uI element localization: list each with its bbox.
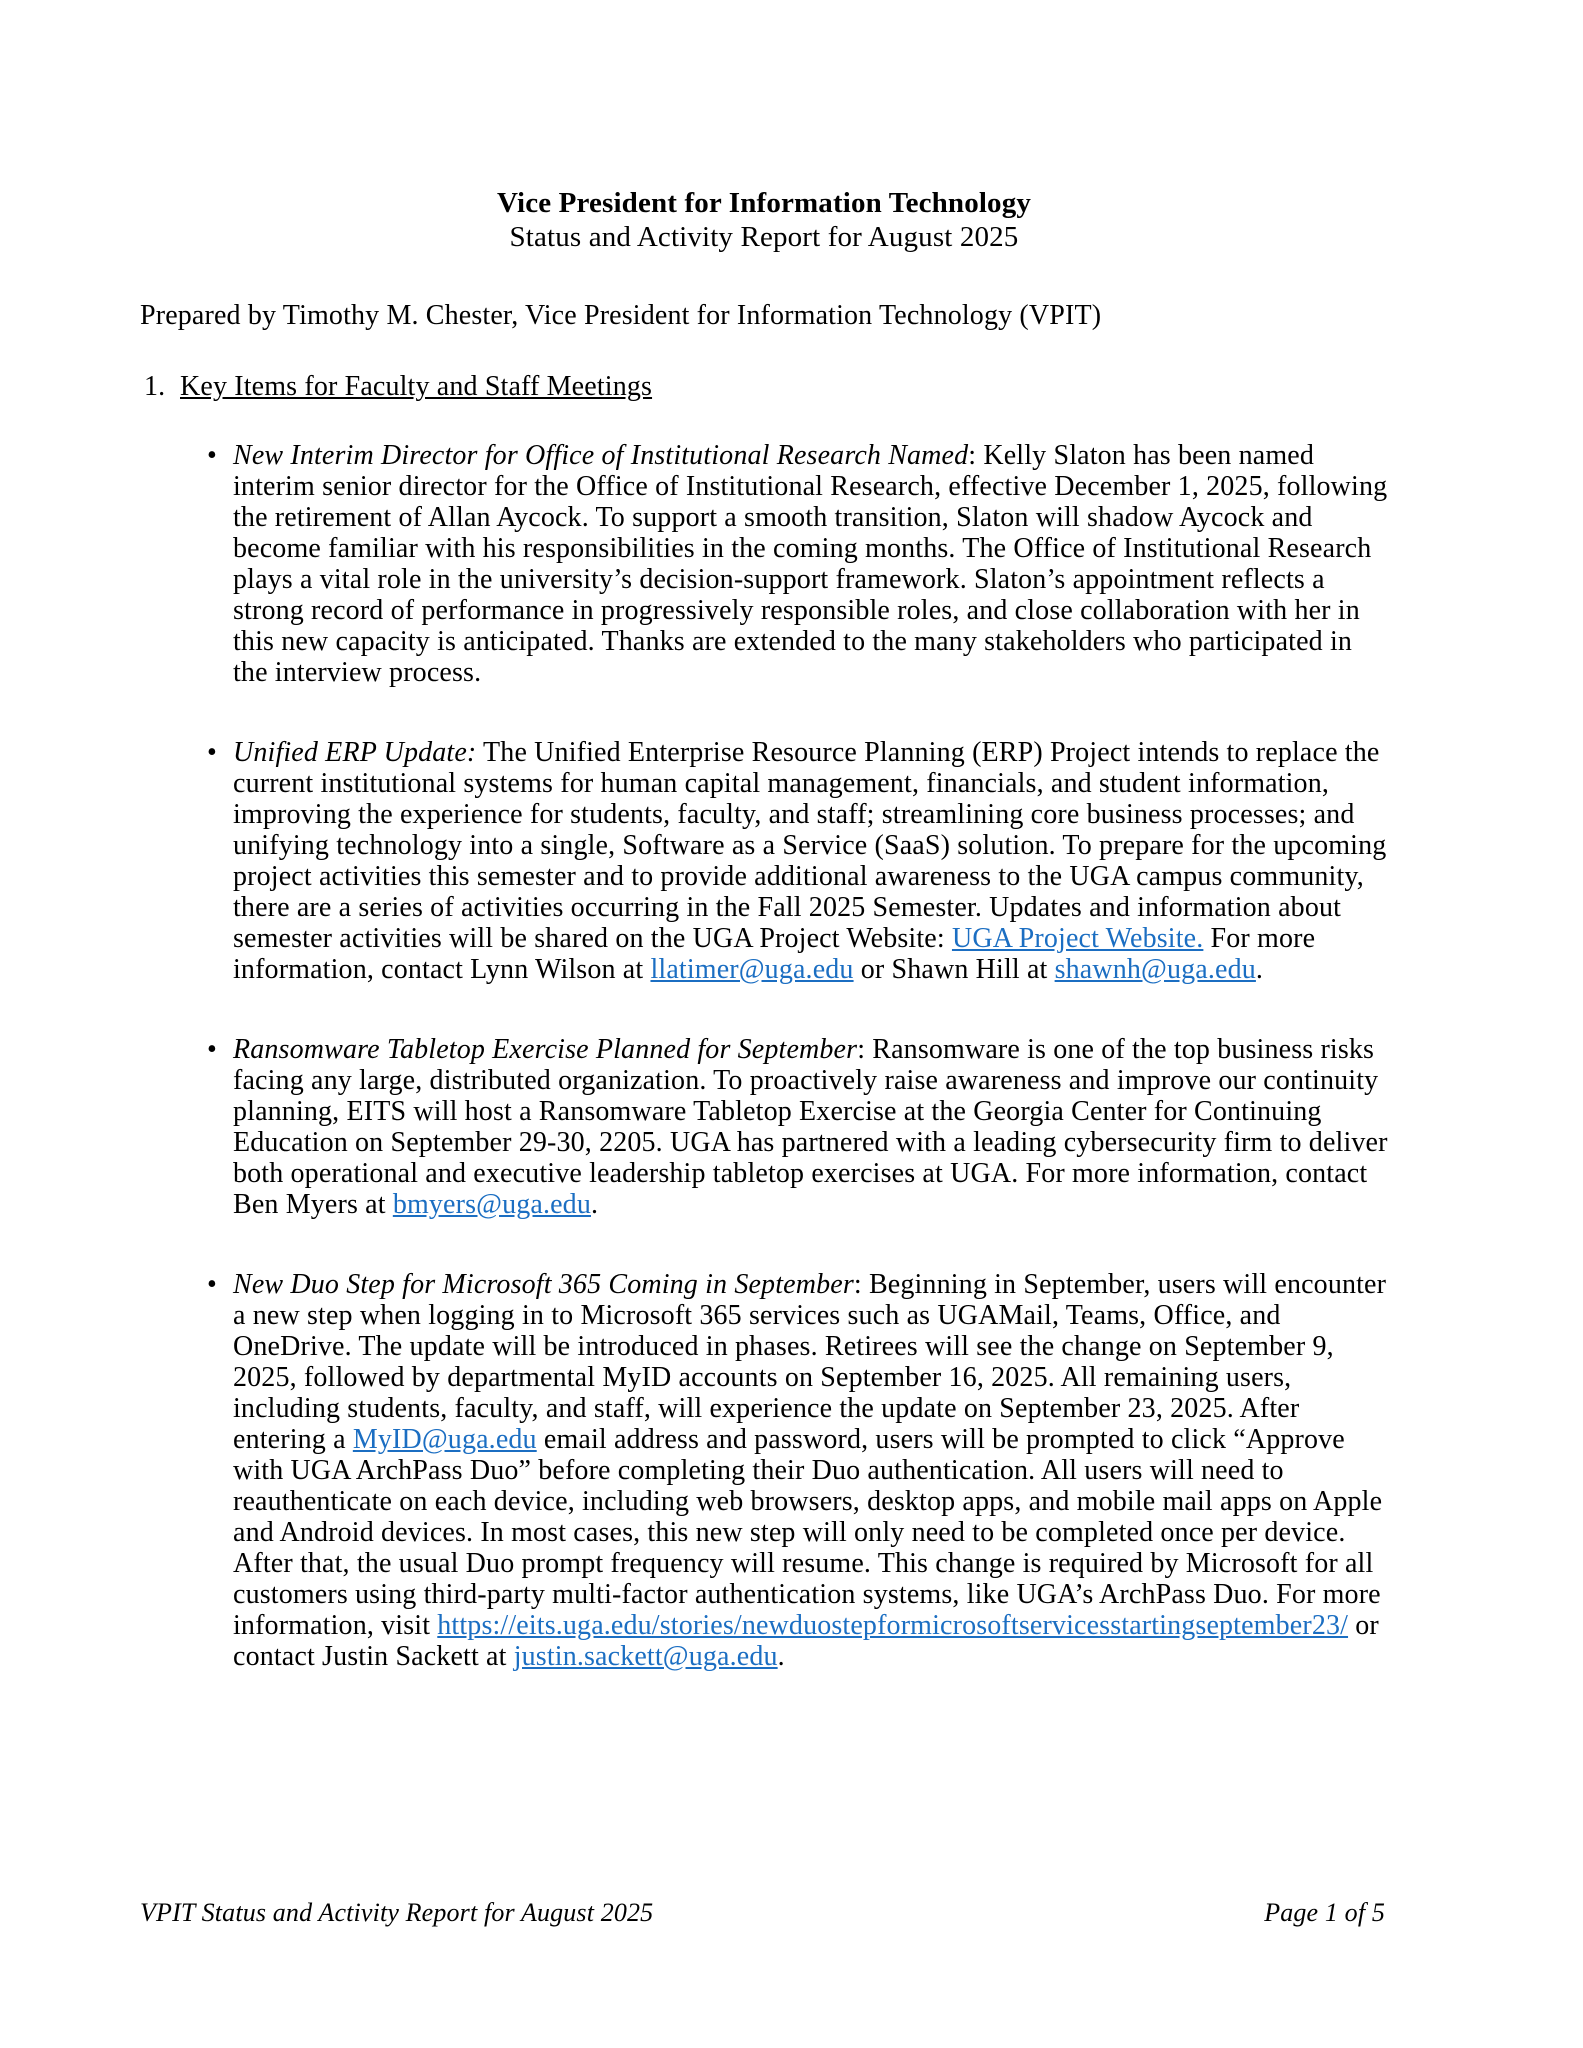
bullet-list [140,440,1388,1672]
uga-project-website-link[interactable]: UGA Project Website. [951,923,1204,954]
footer-page-number: Page 1 of 5 [1264,1898,1385,1927]
bullet-icon: • [207,440,217,471]
text-run: For more information, contact Lynn Wilson at [233,923,1316,985]
eits-story-url-link[interactable]: https://eits.uga.edu/stories/newduostepformicrosoftservicesstartingseptember23/ [437,1610,1349,1641]
list-item [140,1034,1388,1220]
list-item [140,737,1388,985]
text-run: . [1255,954,1264,985]
bullet-paragraph [233,737,1388,985]
text-run: Ransomware Tabletop Exercise Planned for September [233,1034,858,1065]
document-title: Vice President for Information Technology [496,187,1032,219]
text-run: : Ransomware is one of the top business risks facing any large, distributed organization. To proactively raise awareness and improve our continuity planning, EITS will host a Ransomware Tabletop Exercise at the Georgia Center for Continuing Education on September 29-30, 2205. UGA has partnered with a leading cybersecurity firm to deliver both operational and executive leadership tabletop exercises at UGA. For more information, contact Ben Myers at [233,1034,1388,1220]
document-subtitle: Status and Activity Report for August 2025 [509,221,1019,253]
myid-email-link[interactable]: MyID@uga.edu [352,1424,537,1455]
page-footer [140,1898,1385,1928]
text-run: The Unified Enterprise Resource Planning (ERP) Project intends to replace the current institutional systems for human capital management, financials, and student information, improving the experience for students, faculty, and staff; streamlining core business processes; and unifying technology into a single, Software as a Service (SaaS) solution. To prepare for the upcoming project activities this semester and to provide additional awareness to the UGA campus community, there are a series of activities occurring in the Fall 2025 Semester. Updates and information about semester activities will be shared on the UGA Project Website: [233,737,1387,954]
bullet-icon: • [207,1269,217,1300]
text-run: or contact Justin Sackett at [233,1610,1379,1672]
section-title: Key Items for Faculty and Staff Meetings [180,371,653,402]
bullet-paragraph [233,1034,1388,1220]
text-run: New Interim Director for Office of Institutional Research Named [233,440,969,471]
text-run: New Duo Step for Microsoft 365 Coming in September [233,1269,854,1300]
bullet-paragraph [233,1269,1388,1672]
text-run: . [590,1189,599,1220]
text-run: or Shawn Hill at [853,954,1055,985]
text-run: email address and password, users will be prompted to click “Approve with UGA ArchPass Duo” before completing their Duo authentication. All users will need to reauthenticate on each device, including web browsers, desktop apps, and mobile mail apps on Apple and Android devices. In most cases, this new step will only need to be completed once per device. After that, the usual Duo prompt frequency will resume. This change is required by Microsoft for all customers using third-party multi-factor authentication systems, like UGA’s ArchPass Duo. For more information, visit [233,1424,1383,1641]
list-item [140,440,1388,688]
section-number: 1. [144,371,166,402]
text-run: : Kelly Slaton has been named interim senior director for the Office of Institutional Research, effective December 1, 2025, following the retirement of Allan Aycock. To support a smooth transition, Slaton will shadow Aycock and become familiar with his responsibilities in the coming months. The Office of Institutional Research plays a vital role in the university’s decision-support framework. Slaton’s appointment reflects a strong record of performance in progressively responsible roles, and close collaboration with her in this new capacity is anticipated. Thanks are extended to the many stakeholders who participated in the interview process. [233,440,1388,688]
bullet-paragraph [233,440,1388,688]
list-item [140,1269,1388,1672]
prepared-by-line: Prepared by Timothy M. Chester, Vice President for Information Technology (VPIT) [140,300,1102,331]
justin-sackett-email-link[interactable]: justin.sackett@uga.edu [513,1641,778,1672]
text-run: . [777,1641,785,1672]
text-run: Unified ERP Update: [233,737,477,768]
text-run: : Beginning in September, users will encounter a new step when logging in to Microsoft 365 services such as UGAMail, Teams, Office, and OneDrive. The update will be introduced in phases. Retirees will see the change on September 9, 2025, followed by departmental MyID accounts on September 16, 2025. All remaining users, including students, faculty, and staff, will experience the update on September 23, 2025. After entering a [233,1269,1387,1455]
footer-report-title: VPIT Status and Activity Report for August 2025 [140,1898,654,1927]
bullet-icon: • [207,737,217,768]
bullet-icon: • [207,1034,217,1065]
section-heading [140,371,1388,402]
shawnh-email-link[interactable]: shawnh@uga.edu [1054,954,1256,985]
document-header [140,186,1388,254]
bmyers-email-link[interactable]: bmyers@uga.edu [392,1189,591,1220]
llatimer-email-link[interactable]: llatimer@uga.edu [650,954,854,985]
